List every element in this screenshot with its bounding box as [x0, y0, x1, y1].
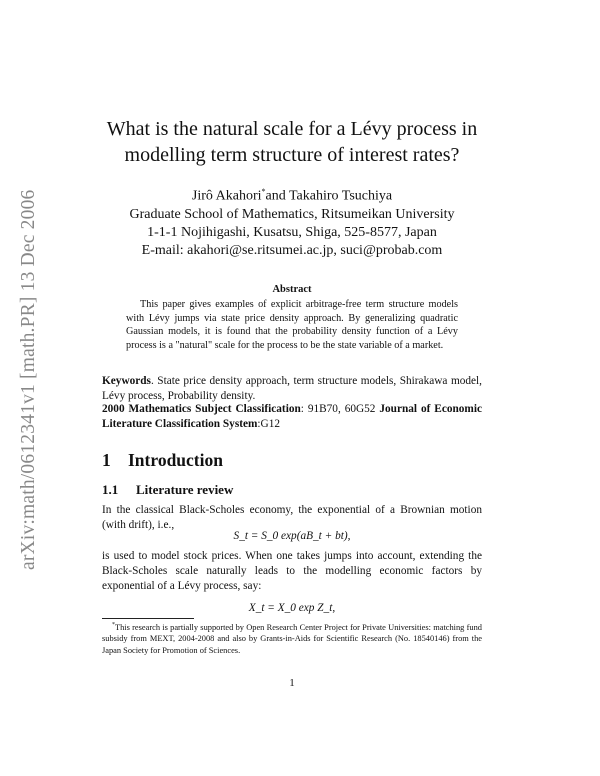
author-footnote-mark: *	[261, 187, 266, 196]
keywords-text: . State price density approach, term structure models, Shirakawa model, Lévy process, Probability density.	[102, 375, 482, 402]
footnote	[102, 620, 482, 656]
arxiv-identifier-stamp: arXiv:math/0612341v1 [math.PR] 13 Dec 2006	[18, 189, 39, 570]
classification	[102, 402, 482, 432]
author-block	[92, 183, 492, 260]
affiliation: Graduate School of Mathematics, Ritsumeikan University	[129, 206, 455, 222]
footnote-mark: *	[112, 622, 115, 628]
title-line-2: modelling term structure of interest rates?	[124, 144, 460, 166]
keywords	[102, 374, 482, 404]
paragraph-2: is used to model stock prices. When one takes jumps into account, extending the Black-Scholes scale naturally leads to the modelling economic factors by exponential of a Lévy process, say:	[102, 550, 482, 592]
jel-label: Journal of Economic Literature Classification System	[102, 403, 482, 430]
abstract-heading: Abstract	[272, 284, 312, 295]
section-title: Introduction	[128, 450, 223, 470]
page-number: 1	[289, 677, 295, 689]
paragraph-1: In the classical Black-Scholes economy, the exponential of a Brownian motion (with drift), i.e.,	[102, 504, 482, 531]
author-1: Jirô Akahori	[191, 188, 262, 204]
subsection-title: Literature review	[136, 482, 234, 497]
author-2: and Takahiro Tsuchiya	[265, 188, 393, 204]
msc-value: : 91B70, 60G52	[300, 403, 380, 415]
abstract-text: This paper gives examples of explicit arbitrage-free term structure models with Lévy jumps via state price density approach. By generalizing quadratic Gaussian models, it is found that the probability density function of a Lévy process is a "natural" scale for the process to be the state variable of a market.	[126, 299, 458, 351]
msc-label: 2000 Mathematics Subject Classification	[102, 403, 301, 415]
email: E-mail: akahori@se.ritsumei.ac.jp, suci@probab.com	[141, 242, 443, 258]
subsection-number: 1.1	[102, 482, 119, 497]
equation-2: X_t = X_0 exp Z_t,	[248, 602, 336, 614]
footnote-rule	[102, 618, 194, 619]
footnote-text: This research is partially supported by Open Research Center Project for Private Universities: matching fund subsidy from MEXT, 2004-2008 and also by Grants-in-Aids for Scientific Research (No. 18540146) from the Japan Society for Promotion of Sciences.	[102, 622, 482, 655]
subsection-heading	[102, 482, 233, 498]
jel-value: :G12	[257, 418, 281, 430]
title-line-1: What is the natural scale for a Lévy process in	[106, 118, 478, 140]
address: 1-1-1 Nojihigashi, Kusatsu, Shiga, 525-8577, Japan	[147, 224, 437, 240]
keywords-label: Keywords	[102, 375, 151, 387]
paper-title	[92, 116, 492, 168]
section-number: 1	[102, 450, 111, 470]
author-names	[92, 183, 492, 206]
equation-1: S_t = S_0 exp(aB_t + bt),	[233, 530, 351, 542]
section-heading	[102, 450, 223, 471]
